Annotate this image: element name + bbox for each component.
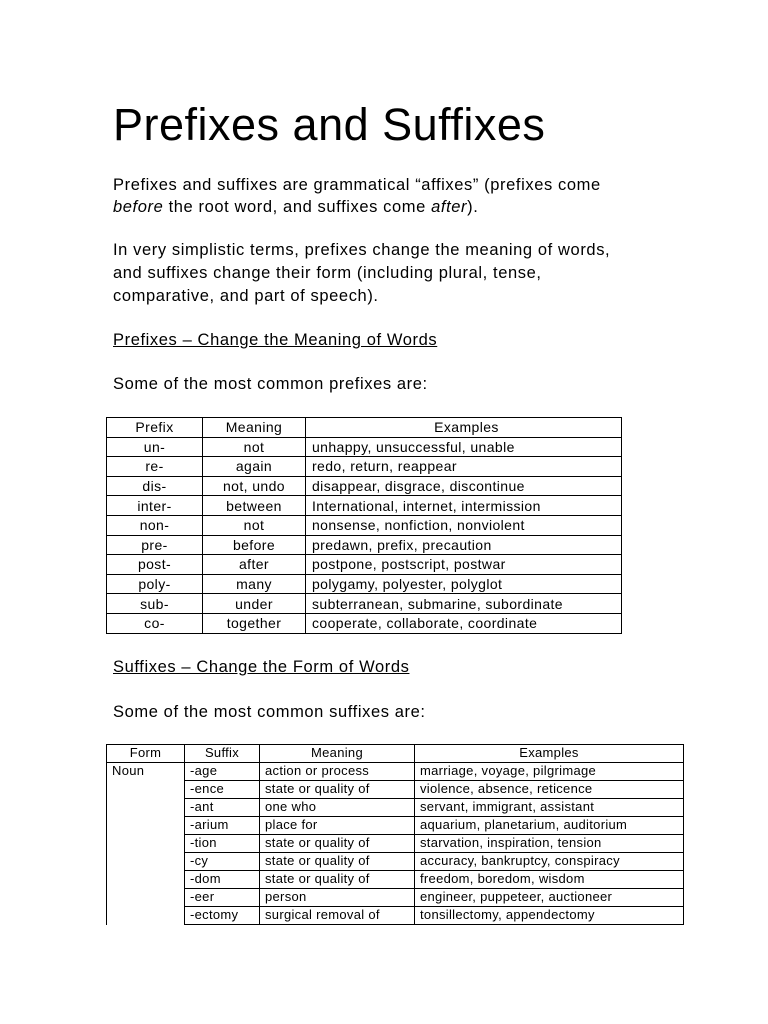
table-row: [107, 555, 622, 575]
suffix-examples-cell: marriage, voyage, pilgrimage: [415, 763, 684, 781]
table-row: [107, 817, 684, 835]
form-cell: Noun: [107, 763, 185, 781]
intro-line-2: [113, 196, 653, 218]
prefix-cell: dis-: [107, 476, 203, 496]
suffix-examples-cell: tonsillectomy, appendectomy: [415, 907, 684, 925]
prefix-cell: pre-: [107, 535, 203, 555]
suffix-table-header: [107, 745, 684, 763]
meaning-cell: many: [203, 574, 306, 594]
table-row: [107, 781, 684, 799]
para2-line-1: In very simplistic terms, prefixes change the meaning of words,: [113, 241, 611, 259]
intro-after: after: [431, 198, 468, 216]
examples-cell: predawn, prefix, precaution: [306, 535, 622, 555]
table-row: [107, 476, 622, 496]
suffix-examples-cell: starvation, inspiration, tension: [415, 835, 684, 853]
examples-cell: unhappy, unsuccessful, unable: [306, 437, 622, 457]
table-row: [107, 594, 622, 614]
meaning-cell: not: [203, 515, 306, 535]
header-examples: Examples: [306, 418, 622, 438]
table-row: [107, 437, 622, 457]
prefix-cell: co-: [107, 613, 203, 633]
suffix-cell: -tion: [185, 835, 260, 853]
suffix-meaning-cell: state or quality of: [260, 871, 415, 889]
suffix-table: [106, 744, 684, 925]
suffix-cell: -arium: [185, 817, 260, 835]
meaning-cell: under: [203, 594, 306, 614]
table-row: [107, 457, 622, 477]
table-row: [107, 907, 684, 925]
prefix-cell: re-: [107, 457, 203, 477]
header-suffix: Suffix: [185, 745, 260, 763]
suffix-heading: Suffixes – Change the Form of Words: [113, 658, 410, 676]
meaning-cell: between: [203, 496, 306, 516]
meaning-cell: before: [203, 535, 306, 555]
form-cell: [107, 853, 185, 871]
examples-cell: polygamy, polyester, polyglot: [306, 574, 622, 594]
form-cell: [107, 817, 185, 835]
prefix-cell: non-: [107, 515, 203, 535]
form-cell: [107, 781, 185, 799]
intro-mid: the root word, and suffixes come: [163, 198, 432, 216]
suffix-meaning-cell: one who: [260, 799, 415, 817]
header-meaning: Meaning: [203, 418, 306, 438]
suffix-lead: Some of the most common suffixes are:: [113, 703, 426, 721]
examples-cell: International, internet, intermission: [306, 496, 622, 516]
meaning-cell: after: [203, 555, 306, 575]
header-suffix-examples: Examples: [415, 745, 684, 763]
meaning-cell: again: [203, 457, 306, 477]
suffix-meaning-cell: state or quality of: [260, 853, 415, 871]
examples-cell: cooperate, collaborate, coordinate: [306, 613, 622, 633]
examples-cell: nonsense, nonfiction, nonviolent: [306, 515, 622, 535]
header-prefix: Prefix: [107, 418, 203, 438]
suffix-meaning-cell: person: [260, 889, 415, 907]
meaning-cell: not: [203, 437, 306, 457]
para2-line-2: and suffixes change their form (including plural, tense,: [113, 264, 542, 282]
examples-cell: redo, return, reappear: [306, 457, 622, 477]
table-row: [107, 535, 622, 555]
meaning-cell: not, undo: [203, 476, 306, 496]
para2-line-3: comparative, and part of speech).: [113, 287, 379, 305]
intro-before: before: [113, 198, 164, 216]
suffix-cell: -ectomy: [185, 907, 260, 925]
suffix-examples-cell: freedom, boredom, wisdom: [415, 871, 684, 889]
table-row: [107, 835, 684, 853]
suffix-cell: -ant: [185, 799, 260, 817]
suffix-meaning-cell: state or quality of: [260, 835, 415, 853]
form-cell: [107, 835, 185, 853]
form-cell: [107, 871, 185, 889]
prefix-cell: inter-: [107, 496, 203, 516]
header-form: Form: [107, 745, 185, 763]
prefix-cell: post-: [107, 555, 203, 575]
suffix-cell: -dom: [185, 871, 260, 889]
prefix-table-header: [107, 418, 622, 438]
suffix-cell: -age: [185, 763, 260, 781]
examples-cell: subterranean, submarine, subordinate: [306, 594, 622, 614]
intro-line-1: Prefixes and suffixes are grammatical “affixes” (prefixes come: [113, 176, 601, 194]
intro-end: ).: [467, 198, 479, 216]
table-row: [107, 889, 684, 907]
form-cell: [107, 889, 185, 907]
table-row: [107, 853, 684, 871]
suffix-cell: -cy: [185, 853, 260, 871]
suffix-examples-cell: accuracy, bankruptcy, conspiracy: [415, 853, 684, 871]
examples-cell: disappear, disgrace, discontinue: [306, 476, 622, 496]
examples-cell: postpone, postscript, postwar: [306, 555, 622, 575]
suffix-examples-cell: servant, immigrant, assistant: [415, 799, 684, 817]
suffix-cell: -eer: [185, 889, 260, 907]
table-row: [107, 613, 622, 633]
table-row: [107, 763, 684, 781]
meaning-cell: together: [203, 613, 306, 633]
suffix-meaning-cell: state or quality of: [260, 781, 415, 799]
form-cell: [107, 907, 185, 925]
prefix-cell: un-: [107, 437, 203, 457]
prefix-lead: Some of the most common prefixes are:: [113, 375, 428, 393]
prefix-table: [106, 417, 622, 634]
prefix-cell: poly-: [107, 574, 203, 594]
header-suffix-meaning: Meaning: [260, 745, 415, 763]
suffix-examples-cell: aquarium, planetarium, auditorium: [415, 817, 684, 835]
prefix-cell: sub-: [107, 594, 203, 614]
form-cell: [107, 799, 185, 817]
suffix-meaning-cell: action or process: [260, 763, 415, 781]
table-row: [107, 574, 622, 594]
suffix-cell: -ence: [185, 781, 260, 799]
suffix-examples-cell: engineer, puppeteer, auctioneer: [415, 889, 684, 907]
page-title: Prefixes and Suffixes: [113, 99, 546, 150]
table-row: [107, 799, 684, 817]
suffix-examples-cell: violence, absence, reticence: [415, 781, 684, 799]
table-row: [107, 515, 622, 535]
prefix-heading: Prefixes – Change the Meaning of Words: [113, 331, 438, 349]
suffix-meaning-cell: place for: [260, 817, 415, 835]
table-row: [107, 496, 622, 516]
suffix-meaning-cell: surgical removal of: [260, 907, 415, 925]
table-row: [107, 871, 684, 889]
